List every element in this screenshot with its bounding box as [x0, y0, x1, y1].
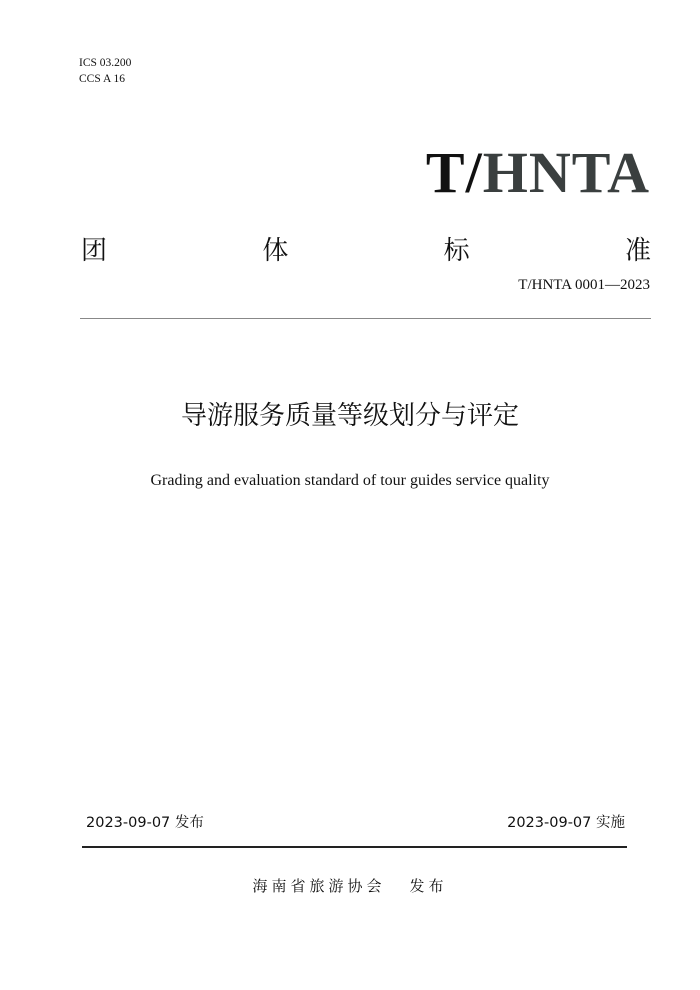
footer-divider — [82, 846, 627, 848]
publisher-action: 发布 — [409, 877, 448, 895]
ccs-code: CCS A 16 — [79, 73, 126, 85]
implementation-date: 2023-09-07 实施 — [507, 815, 625, 831]
standard-type-char: 体 — [262, 236, 289, 266]
standard-brand-logo — [426, 138, 650, 208]
ics-code: ICS 03.200 — [79, 57, 132, 69]
brand-org-code: HNTA — [482, 140, 650, 205]
classification-codes — [79, 55, 131, 87]
document-title-english: Grading and evaluation standard of tour guides service quality — [150, 472, 550, 489]
standard-type-char: 准 — [624, 236, 651, 266]
publisher-name: 海南省旅游协会 — [252, 877, 386, 895]
standard-type-char: 团 — [81, 236, 108, 266]
publish-date: 2023-09-07 发布 — [86, 815, 204, 831]
publisher-line — [0, 875, 700, 897]
document-title-chinese: 导游服务质量等级划分与评定 — [180, 401, 519, 431]
standard-type-char: 标 — [443, 236, 470, 266]
brand-prefix: T/ — [425, 140, 483, 205]
standard-type-heading — [81, 233, 651, 273]
standard-number: T/HNTA 0001—2023 — [518, 277, 650, 293]
header-divider — [80, 318, 651, 319]
